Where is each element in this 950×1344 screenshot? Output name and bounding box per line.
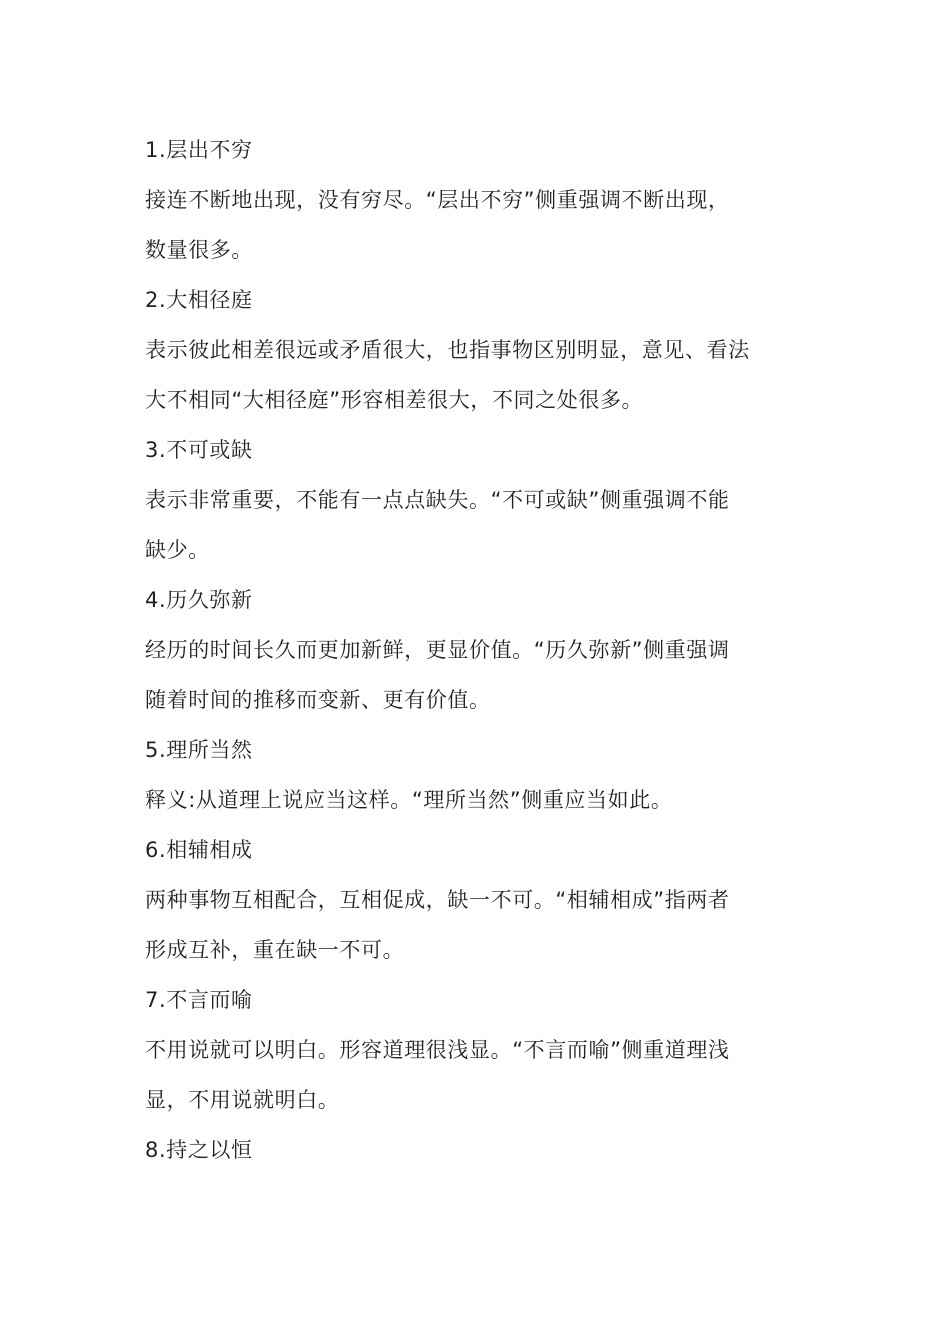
entry-title-8: 8.持之以恒 [145, 1138, 253, 1162]
entry-title-1: 1.层出不穷 [145, 138, 253, 162]
entry-text-line: 接连不断地出现，没有穷尽。“层出不穷”侧重强调不断出现， [145, 188, 730, 212]
entry-title-3: 3.不可或缺 [145, 438, 253, 462]
entry-title-2: 2.大相径庭 [145, 288, 253, 312]
entry-text-line: 表示彼此相差很远或矛盾很大，也指事物区别明显，意见、看法 [145, 338, 750, 362]
entry-text-line: 随着时间的推移而变新、更有价值。 [145, 688, 491, 712]
entry-text-line: 表示非常重要，不能有一点点缺失。“不可或缺”侧重强调不能 [145, 488, 730, 512]
entry-title-6: 6.相辅相成 [145, 838, 253, 862]
entry-text-line: 经历的时间长久而更加新鲜，更显价值。“历久弥新”侧重强调 [145, 638, 730, 662]
document-page [145, 125, 810, 1175]
entry-title-4: 4.历久弥新 [145, 588, 253, 612]
entry-text-line: 不用说就可以明白。形容道理很浅显。“不言而喻”侧重道理浅 [145, 1038, 730, 1062]
entry-title-7: 7.不言而喻 [145, 988, 253, 1012]
entry-text-line: 显，不用说就明白。 [145, 1088, 340, 1112]
entry-text-line: 释义:从道理上说应当这样。“理所当然”侧重应当如此。 [145, 788, 673, 812]
entry-text-line: 大不相同“大相径庭”形容相差很大，不同之处很多。 [145, 388, 644, 412]
entry-text-line: 两种事物互相配合，互相促成，缺一不可。“相辅相成”指两者 [145, 888, 730, 912]
entry-text-line: 数量很多。 [145, 238, 253, 262]
entry-text-line: 缺少。 [145, 538, 210, 562]
entry-text-line: 形成互补，重在缺一不可。 [145, 938, 405, 962]
entry-title-5: 5.理所当然 [145, 738, 253, 762]
